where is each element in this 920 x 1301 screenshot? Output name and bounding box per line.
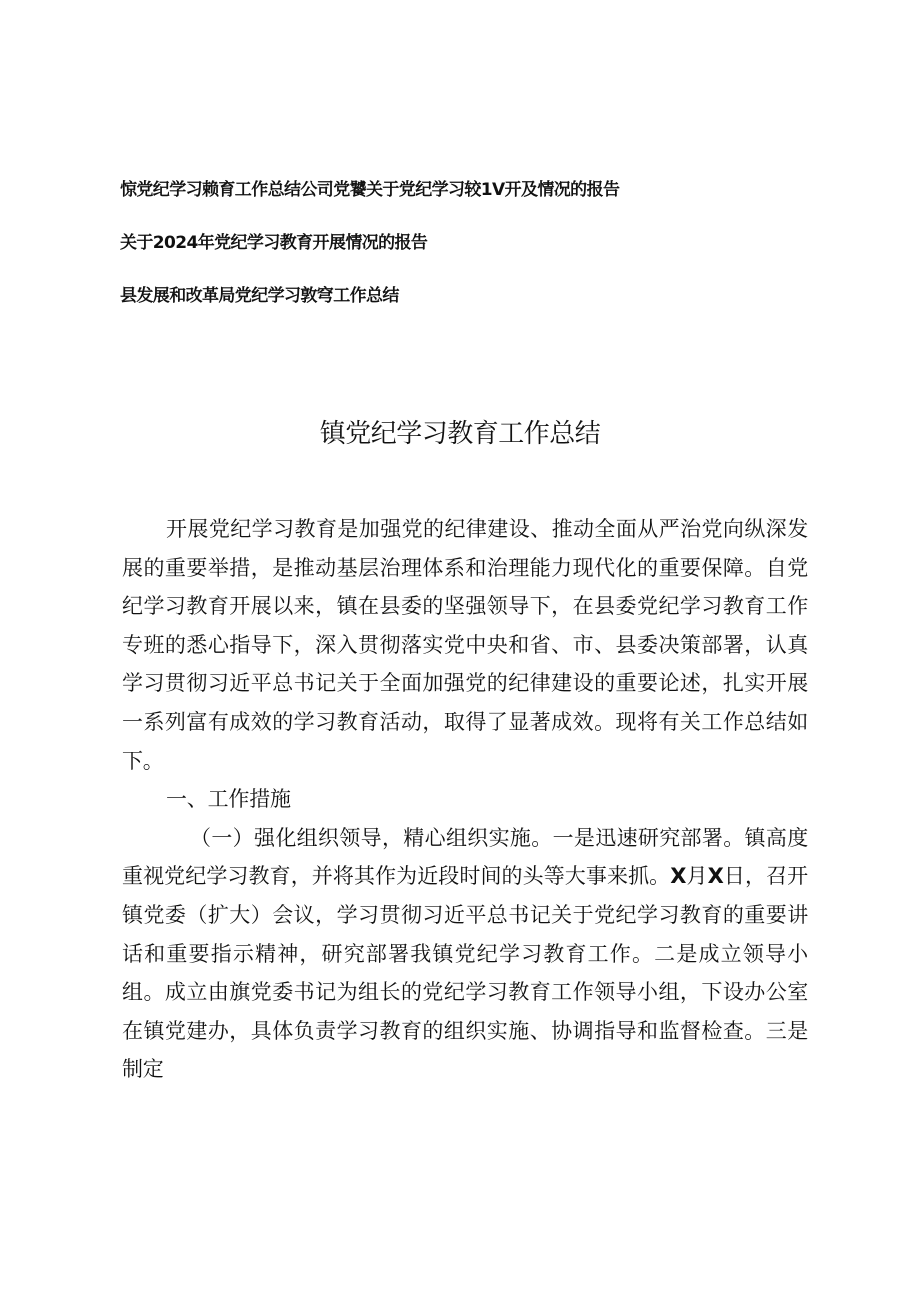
month-placeholder: X: [670, 864, 687, 889]
toc-item: 县发展和改革局党纪学习敦穹工作总结: [120, 286, 399, 306]
toc-item: 惊党纪学习赖育工作总结公司党饕关于党纪学习较1V开及情况的报告: [120, 180, 620, 200]
document-list: [120, 176, 820, 335]
document-body: [122, 510, 808, 1089]
document-title: 镇党纪学习教育工作总结: [319, 419, 601, 449]
paragraph-text: ，召开镇党委（扩大）会议，学习贯彻习近平总书记关于党纪学习教育的重要讲话和重要指示精神，研究部署我镇党纪学习教育工作。二是成立领导小组。成立由旗党委书记为组长的党纪学习教育工作领导小组，下设办公室在镇党建办，具体负责学习教育的组织实施、协调指导和监督检查。三是制定: [122, 864, 808, 1082]
measures-paragraph: [122, 819, 808, 1089]
intro-paragraph: 开展党纪学习教育是加强党的纪律建设、推动全面从严治党向纵深发展的重要举措，是推动基层治理体系和治理能力现代化的重要保障。自党纪学习教育开展以来，镇在县委的坚强领导下，在县委党纪学习教育工作专班的悉心指导下，深入贯彻落实党中央和省、市、县委决策部署，认真学习贯彻习近平总书记关于全面加强党的纪律建设的重要论述，扎实开展一系列富有成效的学习教育活动，取得了显著成效。现将有关工作总结如下。: [122, 517, 808, 773]
paragraph-text: （一）强化组织领导，精心组织实施。一是迅速研究部署。镇高度重视党纪学习教育，并将其作为近段时间的头等大事来抓。: [122, 825, 808, 889]
month-unit: 月: [686, 864, 708, 889]
day-unit: 日: [723, 864, 745, 889]
day-placeholder: X: [707, 864, 724, 889]
section-heading: 一、工作措施: [166, 787, 291, 812]
toc-item: 关于2024年党纪学习教育开展情况的报告: [120, 233, 428, 253]
